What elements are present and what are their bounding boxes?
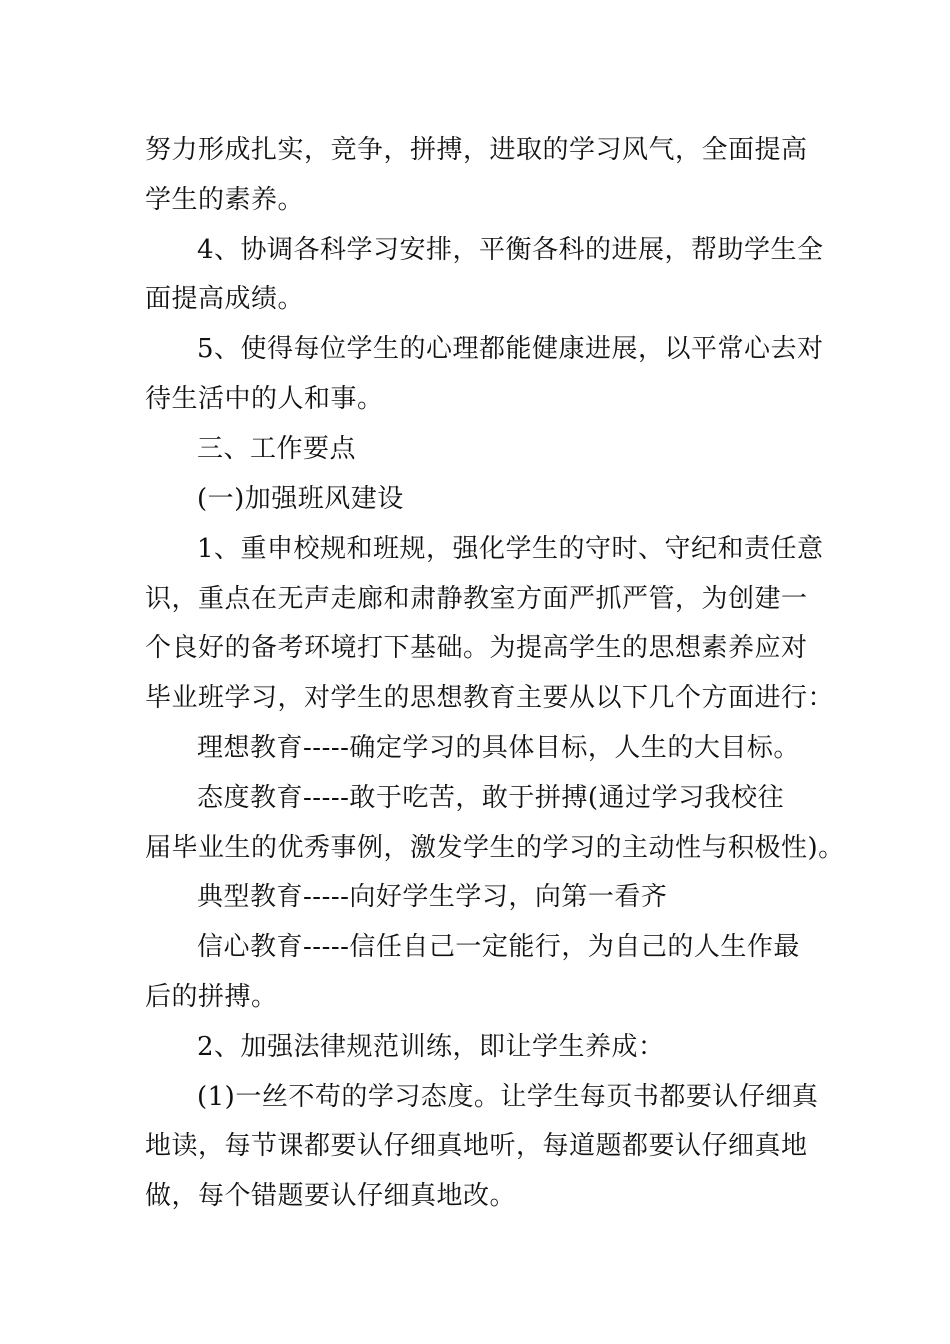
text-line: 届毕业生的优秀事例，激发学生的学习的主动性与积极性)。	[145, 833, 845, 863]
text-line: 信心教育-----信任自己一定能行，为自己的人生作最	[197, 932, 800, 962]
text-line: 待生活中的人和事。	[145, 384, 384, 414]
text-line: 地读，每节课都要认仔细真地听，每道题都要认仔细真地	[145, 1131, 808, 1161]
text-line: 做，每个错题要认仔细真地改。	[145, 1181, 517, 1211]
text-line: 态度教育-----敢于吃苦，敢于拼搏(通过学习我校往	[197, 783, 785, 813]
text-line: 面提高成绩。	[145, 284, 305, 314]
section-heading: 三、工作要点	[197, 434, 357, 464]
text-line: 理想教育-----确定学习的具体目标，人生的大目标。	[197, 733, 800, 763]
text-line: 毕业班学习，对学生的思想教育主要从以下几个方面进行：	[145, 683, 835, 713]
text-line: 1、重申校规和班规，强化学生的守时、守纪和责任意	[197, 534, 824, 564]
text-line: 后的拼搏。	[145, 982, 278, 1012]
text-line: 学生的素养。	[145, 185, 305, 215]
text-line: 努力形成扎实，竞争，拼搏，进取的学习风气，全面提高	[145, 135, 808, 165]
text-line: 5、使得每位学生的心理都能健康进展，以平常心去对	[197, 334, 824, 364]
text-line: 识，重点在无声走廊和肃静教室方面严抓严管，为创建一	[145, 584, 808, 614]
subsection-heading: (一)加强班风建设	[197, 484, 404, 514]
text-line: (1)一丝不苟的学习态度。让学生每页书都要认仔细真	[197, 1082, 819, 1112]
text-line: 典型教育-----向好学生学习，向第一看齐	[197, 882, 668, 912]
text-line: 2、加强法律规范训练，即让学生养成：	[197, 1032, 665, 1062]
text-line: 个良好的备考环境打下基础。为提高学生的思想素养应对	[145, 633, 808, 663]
text-line: 4、协调各科学习安排，平衡各科的进展，帮助学生全	[197, 235, 824, 265]
